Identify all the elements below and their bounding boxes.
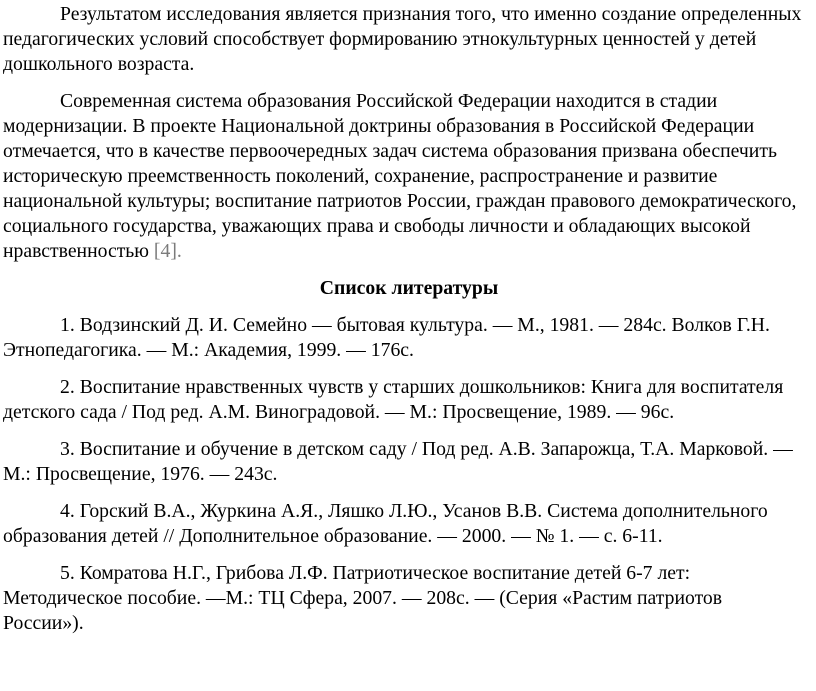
paragraph-modernization (3, 89, 803, 264)
bibliography-item: 5. Комратова Н.Г., Грибова Л.Ф. Патриотическое воспитание детей 6-7 лет: Методическое пособие. —М.: ТЦ Сфера, 2007. — 208с. — (Серия «Растим патриотов России»). (3, 562, 723, 634)
bibliography-heading: Список литературы (319, 277, 499, 299)
bibliography-item: 2. Воспитание нравственных чувств у старших дошкольников: Книга для воспитателя детского сада / Под ред. А.М. Виноградовой. — М.: Просвещение, 1989. — 96с. (3, 376, 784, 423)
bibliography-item: 1. Водзинский Д. И. Семейно — бытовая культура. — М., 1981. — 284с. Волков Г.Н. Этнопедагогика. — М.: Академия, 1999. — 176с. (3, 314, 770, 361)
bibliography-item: 3. Воспитание и обучение в детском саду / Под ред. А.В. Запарожца, Т.А. Марковой. — М.: Просвещение, 1976. — 243с. (3, 438, 793, 485)
bibliography-item: 4. Горский В.А., Журкина А.Я., Ляшко Л.Ю., Усанов В.В. Система дополнительного образования детей // Дополнительное образование. — 2000. — № 1. — с. 6-11. (3, 500, 768, 547)
citation-reference: [4]. (153, 240, 182, 262)
paragraph-conclusion: Результатом исследования является признания того, что именно создание определенных педагогических условий способствует формированию этнокультурных ценностей у детей дошкольного возраста. (3, 3, 802, 75)
paragraph-modernization-text: Современная система образования Российской Федерации находится в стадии модернизации. В проекте Национальной доктрины образования в Российской Федерации отмечается, что в качестве первоочередных задач система образования призвана обеспечить историческую преемственность поколений, сохранение, распространение и развитие национальной культуры; воспитание патриотов России, граждан правового демократического, социального государства, уважающих права и свободы личности и обладающих высокой нравственностью (3, 90, 797, 262)
